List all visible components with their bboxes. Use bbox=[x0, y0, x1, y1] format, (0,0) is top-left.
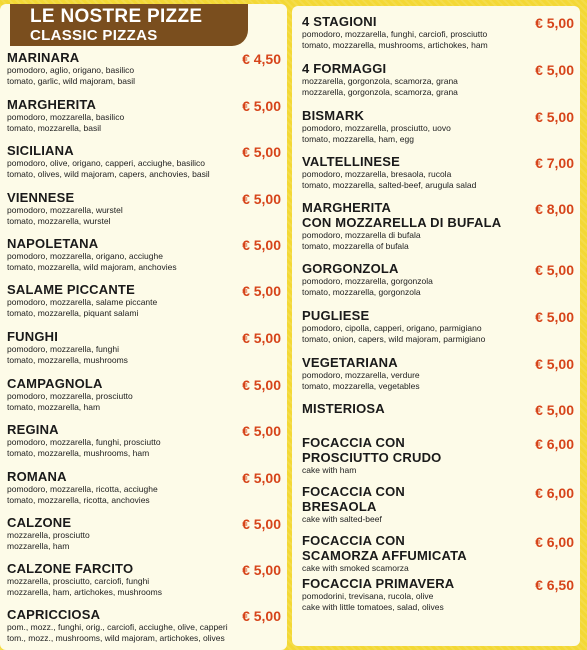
item-ingredients-en: tomato, mozzarella, mushrooms bbox=[7, 355, 128, 365]
menu-item bbox=[0, 469, 287, 506]
item-name: 4 FORMAGGI bbox=[302, 61, 387, 76]
item-ingredients-it: pomodoro, mozzarella, funghi bbox=[7, 344, 119, 354]
menu-item bbox=[292, 108, 580, 145]
item-ingredients-en: tomato, mozzarella, mushrooms, artichokes, ham bbox=[302, 40, 488, 50]
item-ingredients-en: tomato, mozzarella, ham, egg bbox=[302, 134, 414, 144]
item-price: € 6,50 bbox=[535, 577, 574, 593]
item-name: SALAME PICCANTE bbox=[7, 282, 135, 297]
menu-item bbox=[0, 143, 287, 180]
item-name: CALZONE FARCITO bbox=[7, 561, 134, 576]
menu-right-column bbox=[292, 6, 580, 646]
item-price: € 5,00 bbox=[242, 608, 281, 624]
item-ingredients-it: pomodoro, aglio, origano, basilico bbox=[7, 65, 135, 75]
item-price: € 5,00 bbox=[242, 423, 281, 439]
item-ingredients-en: cake with salted-beef bbox=[302, 514, 382, 524]
item-price: € 8,00 bbox=[535, 201, 574, 217]
item-ingredients-it: pomodoro, mozzarella di bufala bbox=[302, 230, 421, 240]
item-price: € 5,00 bbox=[535, 109, 574, 125]
item-name: CAMPAGNOLA bbox=[7, 376, 103, 391]
item-ingredients-en: tomato, mozzarella of bufala bbox=[302, 241, 409, 251]
item-price: € 5,00 bbox=[242, 470, 281, 486]
item-name: BRESAOLA bbox=[302, 499, 377, 514]
menu-title: LE NOSTRE PIZZE bbox=[30, 6, 203, 27]
item-price: € 4,50 bbox=[242, 51, 281, 67]
item-name: CALZONE bbox=[7, 515, 72, 530]
item-ingredients-en: tomato, onion, capers, wild majoram, parmigiano bbox=[302, 334, 486, 344]
item-price: € 5,00 bbox=[242, 98, 281, 114]
item-name: GORGONZOLA bbox=[302, 261, 399, 276]
item-ingredients-it: pomodorini, trevisana, rucola, olive bbox=[302, 591, 434, 601]
item-ingredients-en: tomato, mozzarella, mushrooms, ham bbox=[7, 448, 150, 458]
item-ingredients-it: pomodoro, mozzarella, origano, acciughe bbox=[7, 251, 163, 261]
item-name: NAPOLETANA bbox=[7, 236, 99, 251]
item-ingredients-en: cake with smoked scamorza bbox=[302, 563, 409, 573]
menu-item bbox=[292, 154, 580, 191]
item-name: CON MOZZARELLA DI BUFALA bbox=[302, 215, 502, 230]
item-price: € 5,00 bbox=[242, 562, 281, 578]
menu-item bbox=[0, 50, 287, 87]
menu-item bbox=[292, 200, 580, 252]
item-name: FUNGHI bbox=[7, 329, 59, 344]
item-price: € 5,00 bbox=[242, 377, 281, 393]
item-price: € 5,00 bbox=[242, 237, 281, 253]
item-ingredients-it: pomodoro, mozzarella, wurstel bbox=[7, 205, 123, 215]
item-ingredients-en: mozzarella, gorgonzola, scamorza, grana bbox=[302, 87, 458, 97]
item-ingredients-en: tomato, mozzarella, piquant salami bbox=[7, 308, 139, 318]
item-ingredients-en: tomato, olives, wild majoram, capers, anchovies, basil bbox=[7, 169, 210, 179]
item-price: € 6,00 bbox=[535, 534, 574, 550]
item-name: MARINARA bbox=[7, 50, 80, 65]
item-name: MISTERIOSA bbox=[302, 401, 385, 416]
item-name: VALTELLINESE bbox=[302, 154, 400, 169]
item-ingredients-en: tomato, garlic, wild majoram, basil bbox=[7, 76, 136, 86]
item-ingredients-it: pomodoro, mozzarella, ricotta, acciughe bbox=[7, 484, 158, 494]
item-price: € 6,00 bbox=[535, 436, 574, 452]
item-price: € 6,00 bbox=[535, 485, 574, 501]
menu-item bbox=[292, 484, 580, 525]
menu-item bbox=[0, 515, 287, 552]
item-ingredients-it: mozzarella, prosciutto, carciofi, funghi bbox=[7, 576, 150, 586]
menu-header bbox=[10, 4, 248, 46]
item-ingredients-it: pomodoro, mozzarella, verdure bbox=[302, 370, 420, 380]
item-price: € 5,00 bbox=[535, 15, 574, 31]
item-ingredients-en: tomato, mozzarella, salted-beef, arugula salad bbox=[302, 180, 477, 190]
item-price: € 5,00 bbox=[535, 309, 574, 325]
menu-item bbox=[0, 190, 287, 227]
item-price: € 5,00 bbox=[535, 62, 574, 78]
item-name: PROSCIUTTO CRUDO bbox=[302, 450, 442, 465]
item-name: VIENNESE bbox=[7, 190, 75, 205]
menu-item bbox=[0, 236, 287, 273]
menu-item bbox=[0, 422, 287, 459]
item-ingredients-it: pomodoro, mozzarella, basilico bbox=[7, 112, 125, 122]
item-ingredients-en: mozzarella, ham bbox=[7, 541, 70, 551]
item-name: SCAMORZA AFFUMICATA bbox=[302, 548, 467, 563]
item-ingredients-it: pomodoro, mozzarella, funghi, prosciutto bbox=[7, 437, 161, 447]
item-ingredients-en: tomato, mozzarella, wurstel bbox=[7, 216, 111, 226]
item-price: € 5,00 bbox=[242, 191, 281, 207]
item-price: € 5,00 bbox=[535, 402, 574, 418]
item-name: PUGLIESE bbox=[302, 308, 370, 323]
item-ingredients-it: pomodoro, mozzarella, funghi, carciofi, prosciutto bbox=[302, 29, 488, 39]
item-name: FOCACCIA CON bbox=[302, 435, 406, 450]
item-name: FOCACCIA CON bbox=[302, 533, 406, 548]
item-ingredients-en: tomato, mozzarella, ricotta, anchovies bbox=[7, 495, 150, 505]
item-name: FOCACCIA CON bbox=[302, 484, 406, 499]
menu-item bbox=[292, 61, 580, 98]
item-ingredients-en: tomato, mozzarella, vegetables bbox=[302, 381, 420, 391]
item-ingredients-it: mozzarella, gorgonzola, scamorza, grana bbox=[302, 76, 458, 86]
item-ingredients-en: tomato, mozzarella, wild majoram, anchovies bbox=[7, 262, 177, 272]
menu-item bbox=[292, 435, 580, 476]
item-price: € 5,00 bbox=[242, 144, 281, 160]
item-ingredients-it: pomodoro, mozzarella, gorgonzola bbox=[302, 276, 433, 286]
item-ingredients-en: tomato, mozzarella, ham bbox=[7, 402, 101, 412]
menu-item bbox=[0, 376, 287, 413]
item-name: BISMARK bbox=[302, 108, 365, 123]
menu-item bbox=[0, 282, 287, 319]
item-ingredients-en: tomato, mozzarella, basil bbox=[7, 123, 102, 133]
menu-item bbox=[0, 561, 287, 598]
menu-item bbox=[292, 533, 580, 574]
menu-item bbox=[0, 607, 287, 644]
item-ingredients-it: pomodoro, mozzarella, prosciutto bbox=[7, 391, 133, 401]
item-ingredients-it: mozzarella, prosciutto bbox=[7, 530, 90, 540]
item-price: € 5,00 bbox=[242, 330, 281, 346]
item-name: SICILIANA bbox=[7, 143, 74, 158]
item-ingredients-it: pomodoro, mozzarella, bresaola, rucola bbox=[302, 169, 452, 179]
item-ingredients-it: pom., mozz., funghi, orig., carciofi, acciughe, olive, capperi bbox=[7, 622, 228, 632]
menu-item bbox=[0, 329, 287, 366]
item-name: 4 STAGIONI bbox=[302, 14, 377, 29]
item-ingredients-it: pomodoro, mozzarella, prosciutto, uovo bbox=[302, 123, 451, 133]
item-ingredients-it: pomodoro, mozzarella, salame piccante bbox=[7, 297, 158, 307]
item-ingredients-it: pomodoro, olive, origano, capperi, acciughe, basilico bbox=[7, 158, 205, 168]
menu-item bbox=[292, 401, 580, 416]
menu-item bbox=[292, 261, 580, 298]
item-name: REGINA bbox=[7, 422, 59, 437]
item-price: € 5,00 bbox=[242, 516, 281, 532]
item-name: MARGHERITA bbox=[7, 97, 97, 112]
item-price: € 5,00 bbox=[242, 283, 281, 299]
menu-left-column bbox=[0, 4, 287, 650]
item-price: € 7,00 bbox=[535, 155, 574, 171]
item-price: € 5,00 bbox=[535, 356, 574, 372]
item-ingredients-en: cake with little tomatoes, salad, olives bbox=[302, 602, 444, 612]
item-ingredients-en: cake with ham bbox=[302, 465, 357, 475]
menu-item bbox=[0, 97, 287, 134]
item-ingredients-en: tom., mozz., mushrooms, wild majoram, artichokes, olives bbox=[7, 633, 225, 643]
item-ingredients-it: pomodoro, cipolla, capperi, origano, parmigiano bbox=[302, 323, 482, 333]
menu-subtitle: CLASSIC PIZZAS bbox=[30, 27, 158, 44]
item-ingredients-en: tomato, mozzarella, gorgonzola bbox=[302, 287, 421, 297]
item-name: VEGETARIANA bbox=[302, 355, 398, 370]
menu-item bbox=[292, 355, 580, 392]
item-name: CAPRICCIOSA bbox=[7, 607, 101, 622]
item-ingredients-en: mozzarella, ham, artichokes, mushrooms bbox=[7, 587, 162, 597]
menu-item bbox=[292, 308, 580, 345]
item-price: € 5,00 bbox=[535, 262, 574, 278]
item-name: ROMANA bbox=[7, 469, 67, 484]
item-name: FOCACCIA PRIMAVERA bbox=[302, 576, 455, 591]
item-name: MARGHERITA bbox=[302, 200, 392, 215]
menu-item bbox=[292, 576, 580, 613]
menu-item bbox=[292, 14, 580, 51]
